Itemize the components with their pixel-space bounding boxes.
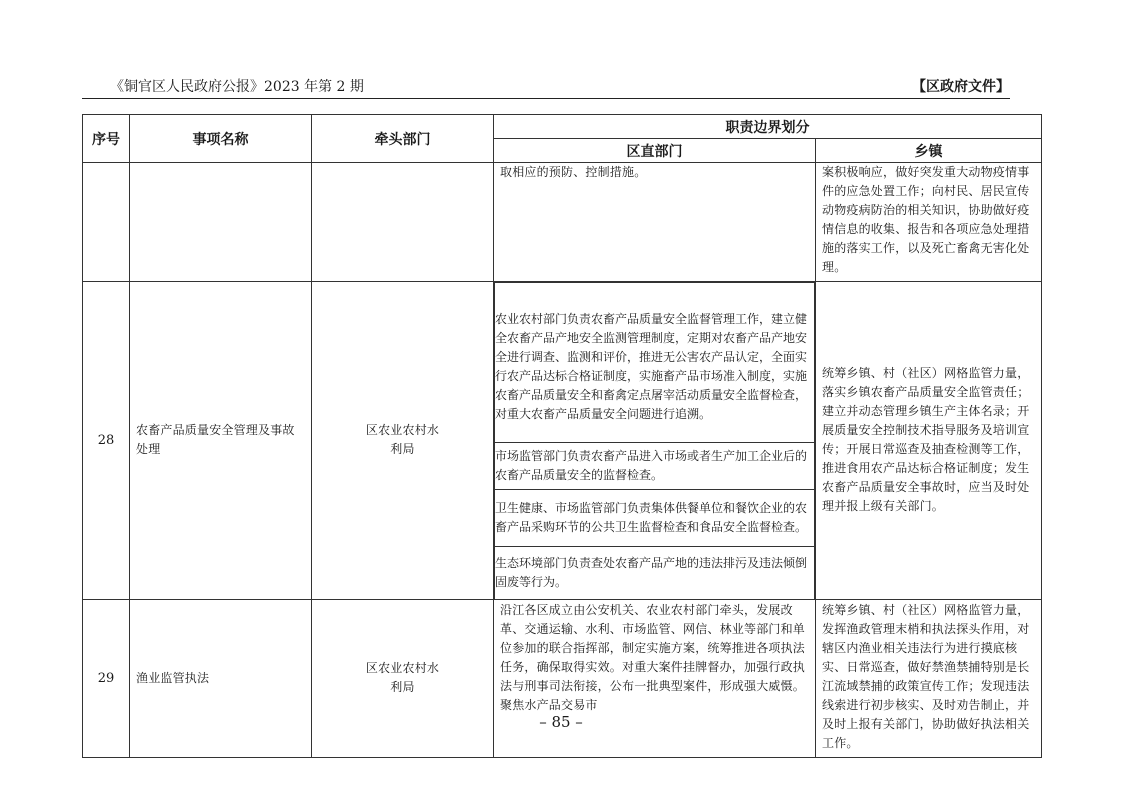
township-duty: 统筹乡镇、村（社区）网格监管力量，落实乡镇农畜产品质量安全监管责任；建立并动态管理乡镇生产主体名录；开展质量安全控制技术指导服务及培训宣传；开展日常巡查及抽查检测等工作，推进食用农产品达标合格证制度；发生农畜产品质量安全事故时，应当及时处理并报上级有关部门。	[822, 366, 1030, 514]
district-duty: 生态环境部门负责查处农畜产品产地的违法排污及违法倾倒固废等行为。	[495, 547, 815, 599]
row-no: 29	[83, 599, 130, 757]
page-number: – 85 –	[539, 713, 583, 731]
table-row	[83, 163, 1042, 282]
table-row	[83, 599, 1042, 757]
header-item: 事项名称	[130, 115, 312, 163]
township-duty: 统筹乡镇、村（社区）网格监管力量，发挥渔政管理末梢和执法探头作用，对辖区内渔业相关违法行为进行摸底核实、日常巡查，做好禁渔禁捕特别是长江流域禁捕的政策宣传工作；发现违法线索进行初步核实、及时劝告制止，并及时上报有关部门，协助做好执法相关工作。	[822, 602, 1030, 750]
section-label: 【区政府文件】	[912, 79, 1010, 95]
publication-title: 《铜官区人民政府公报》2023 年第 2 期	[110, 79, 364, 95]
district-duty: 市场监管部门负责农畜产品进入市场或者生产加工企业后的农畜产品质量安全的监督检查。	[495, 443, 815, 490]
district-duty: 卫生健康、市场监管部门负责集体供餐单位和餐饮企业的农畜产品采购环节的公共卫生监督检查和食品安全监督检查。	[495, 490, 815, 547]
district-duty: 沿江各区成立由公安机关、农业农村部门牵头，发展改革、交通运输、水利、市场监管、网信、林业等部门和单位参加的联合指挥部，制定实施方案，统筹推进各项执法任务，确保取得实效。对重大案件挂牌督办，加强行政执法与刑事司法衔接，公布一批典型案件，形成强大威慑。聚焦水产品交易市	[500, 602, 806, 712]
header-division: 职责边界划分	[494, 115, 1042, 139]
township-duty: 案积极响应，做好突发重大动物疫情事件的应急处置工作；向村民、居民宣传动物疫病防治的相关知识，协助做好疫情信息的收集、报告和各项应急处理措施的落实工作，以及死亡畜禽无害化处理。	[822, 165, 1030, 274]
row-item: 农畜产品质量安全管理及事故处理	[136, 423, 295, 457]
row-lead	[312, 163, 494, 282]
responsibility-table	[82, 114, 1042, 758]
table-row	[83, 282, 1042, 600]
row-lead: 区农业农村水利局	[365, 661, 440, 694]
row-item	[130, 163, 312, 282]
district-duties	[494, 282, 815, 599]
district-duty: 取相应的预防、控制措施。	[500, 165, 647, 179]
district-duty: 农业农村部门负责农畜产品质量安全监督管理工作，建立健全农畜产品产地安全监测管理制度，定期对农畜产品产地安全进行调查、监测和评价，推进无公害农产品认定，全面实行农产品达标合格证制度，实施畜产品市场准入制度，实施农畜产品质量安全和畜禽定点屠宰活动质量安全监督检查，对重大农畜产品质量安全问题进行追溯。	[495, 283, 815, 443]
row-no: 28	[83, 282, 130, 600]
row-item: 渔业监管执法	[136, 670, 210, 685]
row-no	[83, 163, 130, 282]
header-district: 区直部门	[494, 139, 816, 163]
header-no: 序号	[83, 115, 130, 163]
header-township: 乡镇	[816, 139, 1042, 163]
header-lead: 牵头部门	[312, 115, 494, 163]
row-lead: 区农业农村水利局	[365, 423, 440, 457]
header-rule	[82, 98, 1010, 99]
page-header	[82, 77, 1010, 97]
